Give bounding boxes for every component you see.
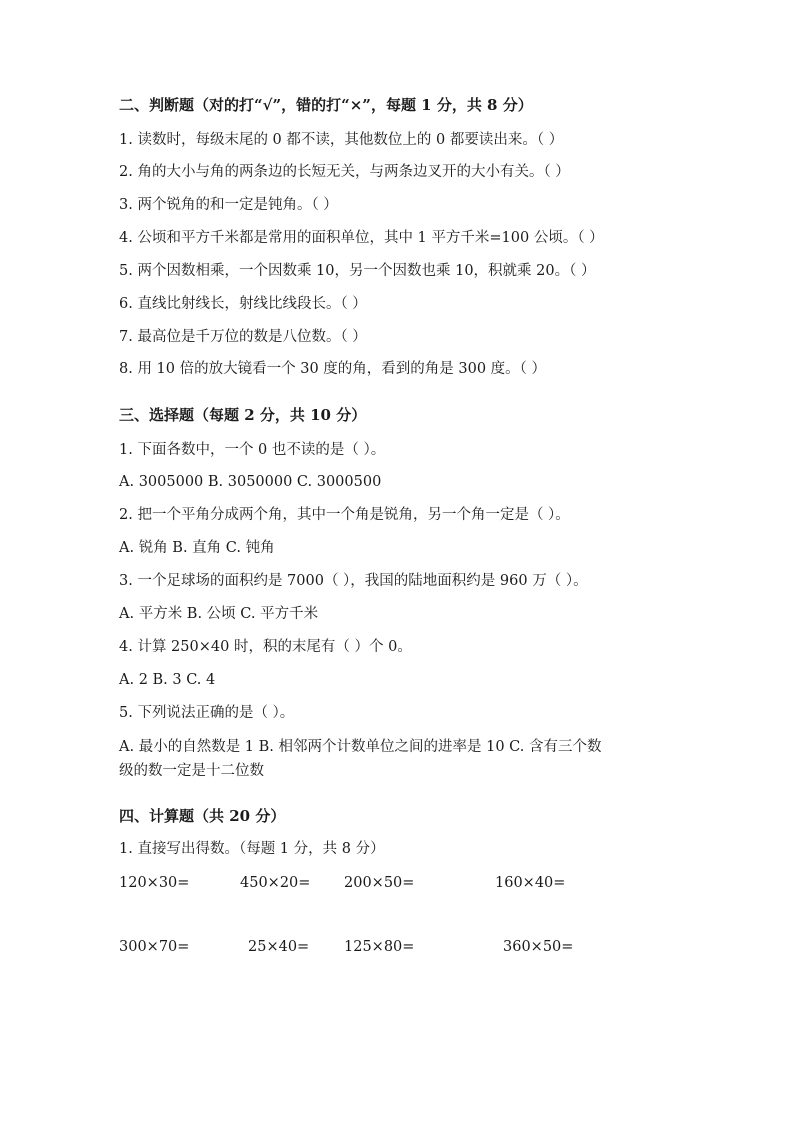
judgement-item-2: 2. 角的大小与角的两条边的长短无关，与两条边叉开的大小有关。（ ） (119, 164, 570, 180)
choice-q3-options: A. 平方米 B. 公顷 C. 平方千米 (119, 606, 319, 622)
calc-problem: 300×70= (119, 939, 190, 955)
judgement-item-6: 6. 直线比射线长，射线比线段长。（ ） (119, 296, 367, 312)
judgement-item-1: 1. 读数时，每级末尾的 0 都不读，其他数位上的 0 都要读出来。（ ） (119, 132, 564, 148)
choice-q5: 5. 下列说法正确的是（ ）。 (119, 705, 295, 721)
section-2-heading: 二、判断题（对的打“√”，错的打“×”，每题 1 分，共 8 分） (119, 96, 533, 114)
judgement-item-8: 8. 用 10 倍的放大镜看一个 30 度的角，看到的角是 300 度。（ ） (119, 361, 547, 377)
choice-q5-options: A. 最小的自然数是 1 B. 相邻两个计数单位之间的进率是 10 C. 含有三个数 (119, 739, 602, 755)
judgement-item-4: 4. 公顷和平方千米都是常用的面积单位，其中 1 平方千米=100 公顷。（ ） (119, 230, 604, 246)
choice-q2: 2. 把一个平角分成两个角，其中一个角是锐角，另一个角一定是（ ）。 (119, 507, 570, 523)
judgement-item-5: 5. 两个因数相乘，一个因数乘 10，另一个因数也乘 10，积就乘 20。（ ） (119, 263, 596, 279)
calc-problem: 450×20= (240, 875, 311, 891)
choice-q4-options: A. 2 B. 3 C. 4 (119, 672, 216, 688)
judgement-item-3: 3. 两个锐角的和一定是钝角。（ ） (119, 197, 338, 213)
choice-q3: 3. 一个足球场的面积约是 7000（ ），我国的陆地面积约是 960 万（ ）。 (119, 573, 588, 589)
choice-q5-options-cont: 级的数一定是十二位数 (119, 763, 264, 779)
calc-problem: 120×30= (119, 875, 190, 891)
choice-q2-options: A. 锐角 B. 直角 C. 钝角 (119, 540, 275, 556)
calc-problem: 200×50= (344, 875, 415, 891)
calc-problem: 160×40= (495, 875, 566, 891)
judgement-item-7: 7. 最高位是千万位的数是八位数。（ ） (119, 329, 367, 345)
calc-problem: 25×40= (248, 939, 310, 955)
choice-q1: 1. 下面各数中，一个 0 也不读的是（ ）。 (119, 442, 386, 458)
calc-sub1-instruction: 1. 直接写出得数。（每题 1 分，共 8 分） (119, 841, 385, 857)
calc-problem: 125×80= (344, 939, 415, 955)
section-4-heading: 四、计算题（共 20 分） (119, 807, 286, 825)
choice-q1-options: A. 3005000 B. 3050000 C. 3000500 (119, 474, 382, 490)
calc-problem: 360×50= (503, 939, 574, 955)
section-3-heading: 三、选择题（每题 2 分，共 10 分） (119, 406, 367, 424)
choice-q4: 4. 计算 250×40 时，积的末尾有（ ）个 0。 (119, 639, 412, 655)
